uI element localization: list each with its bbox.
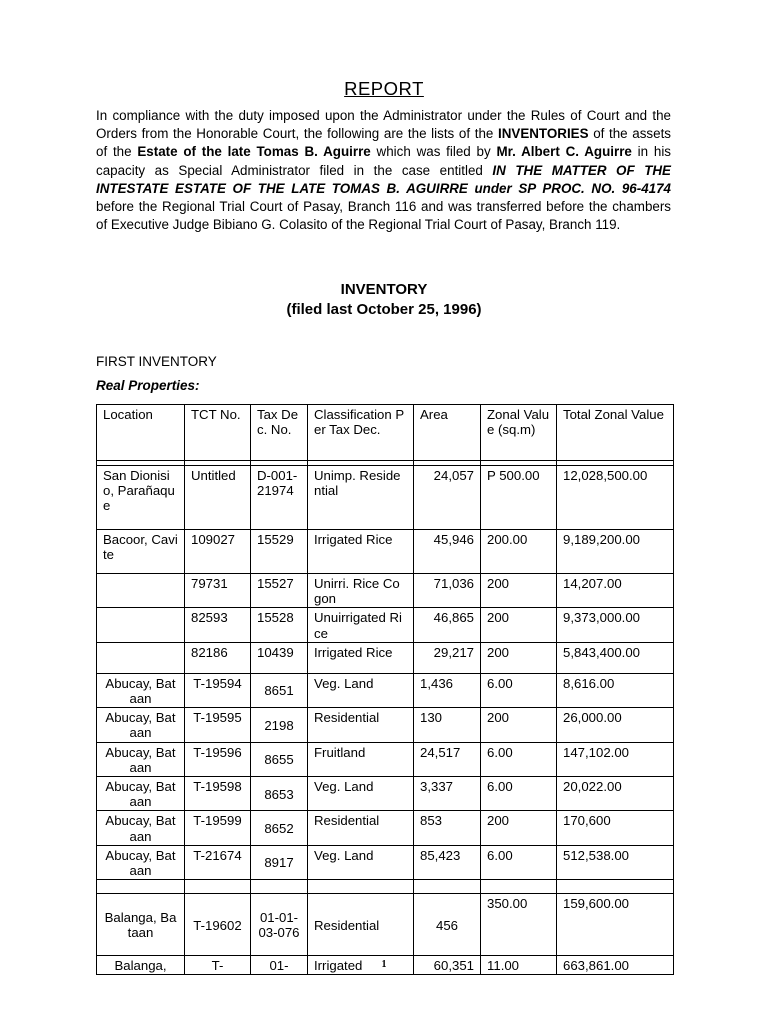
- cell-taxdec: 15528: [251, 608, 308, 642]
- cell-zonal: 200: [481, 811, 557, 845]
- cell-location: [97, 574, 185, 608]
- table-header-row: [97, 405, 674, 461]
- table-row: [97, 845, 674, 879]
- cell-zonal: 6.00: [481, 777, 557, 811]
- report-title: REPORT: [344, 78, 424, 99]
- header-cell: Tax Dec. No.: [251, 405, 308, 461]
- cell-location: Abucay, Bataan: [97, 742, 185, 776]
- intro-text-5: before the Regional Trial Court of Pasay, Branch 116 and was transferred before the chambers of Executive Judge Bibiano G. Colasito of the Regional Trial Court of Pasay, Branch 119.: [96, 199, 671, 233]
- cell-total: 147,102.00: [557, 742, 674, 776]
- header-cell: Classification Per Tax Dec.: [308, 405, 414, 461]
- intro-text-4: in his capacity as Special Administrator filed in the case entitled: [96, 144, 672, 178]
- cell-location: Abucay, Bataan: [97, 845, 185, 879]
- cell-location: Bacoor, Cavite: [97, 530, 185, 574]
- cell-area: 853: [414, 811, 481, 845]
- cell-total: 170,600: [557, 811, 674, 845]
- cell-tct: T-21674: [185, 845, 251, 879]
- cell-area: 456: [414, 894, 481, 956]
- cell-location: [97, 608, 185, 642]
- cell-zonal: 350.00: [481, 894, 557, 956]
- cell-zonal: 11.00: [481, 956, 557, 975]
- table-row: [97, 742, 674, 776]
- cell-classification: Irrigated Rice: [308, 530, 414, 574]
- header-cell: Total Zonal Value: [557, 405, 674, 461]
- cell-area: 1,436: [414, 673, 481, 707]
- cell-taxdec: 15529: [251, 530, 308, 574]
- cell-area: 3,337: [414, 777, 481, 811]
- intro-case-title: IN THE MATTER OF THE INTESTATE ESTATE OF THE LATE TOMAS B. AGUIRRE under SP PROC. NO. 96-4174: [96, 162, 671, 196]
- cell-location: Balanga, Bataan: [97, 894, 185, 956]
- table-row: [97, 811, 674, 845]
- cell-taxdec: 8917: [251, 845, 308, 879]
- inventory-heading: INVENTORY: [340, 281, 428, 298]
- cell-classification: Residential: [308, 708, 414, 742]
- header-cell: TCT No.: [185, 405, 251, 461]
- cell-area: 45,946: [414, 530, 481, 574]
- intro-bold-estate: Estate of the late Tomas B. Aguirre: [137, 144, 371, 160]
- cell-taxdec: 8653: [251, 777, 308, 811]
- cell-total: 20,022.00: [557, 777, 674, 811]
- cell-zonal: 6.00: [481, 742, 557, 776]
- cell-tct: T-19595: [185, 708, 251, 742]
- cell-classification: Unirri. Rice Cogon: [308, 574, 414, 608]
- cell-zonal: 6.00: [481, 845, 557, 879]
- cell-taxdec: 8655: [251, 742, 308, 776]
- header-cell: Zonal Value (sq.m): [481, 405, 557, 461]
- table-row: [97, 673, 674, 707]
- cell-zonal: 200: [481, 608, 557, 642]
- inventory-table: [96, 404, 674, 975]
- cell-area: 130: [414, 708, 481, 742]
- cell-area: 24,057: [414, 466, 481, 530]
- cell-total: 512,538.00: [557, 845, 674, 879]
- first-inventory-label: FIRST INVENTORY: [96, 354, 217, 369]
- cell-taxdec: 8651: [251, 673, 308, 707]
- table-row: [97, 642, 674, 673]
- cell-taxdec: D-001-21974: [251, 466, 308, 530]
- cell-taxdec: 8652: [251, 811, 308, 845]
- cell-area: 46,865: [414, 608, 481, 642]
- cell-classification: Veg. Land: [308, 777, 414, 811]
- cell-classification: Irrigated Rice: [308, 642, 414, 673]
- cell-zonal: 200: [481, 642, 557, 673]
- intro-text-3: which was filed by: [370, 144, 497, 160]
- intro-bold-administrator: Mr. Albert C. Aguirre: [496, 144, 632, 160]
- table-row: [97, 608, 674, 642]
- cell-location: San Dionisio, Parañaque: [97, 466, 185, 530]
- header-cell: Area: [414, 405, 481, 461]
- cell-classification: Irrigated: [308, 956, 414, 975]
- page-number: 1: [381, 959, 387, 970]
- cell-taxdec: 2198: [251, 708, 308, 742]
- cell-total: 9,373,000.00: [557, 608, 674, 642]
- cell-area: 71,036: [414, 574, 481, 608]
- cell-total: 5,843,400.00: [557, 642, 674, 673]
- cell-zonal: 200: [481, 708, 557, 742]
- cell-classification: Veg. Land: [308, 845, 414, 879]
- cell-tct: T-: [185, 956, 251, 975]
- header-cell: Location: [97, 405, 185, 461]
- cell-tct: T-19594: [185, 673, 251, 707]
- cell-tct: T-19599: [185, 811, 251, 845]
- cell-zonal: 200: [481, 574, 557, 608]
- cell-location: Balanga,: [97, 956, 185, 975]
- cell-tct: 82186: [185, 642, 251, 673]
- cell-classification: Residential: [308, 811, 414, 845]
- cell-zonal: 6.00: [481, 673, 557, 707]
- cell-classification: Fruitland: [308, 742, 414, 776]
- cell-tct: 82593: [185, 608, 251, 642]
- table-row-empty: [97, 880, 674, 894]
- cell-location: [97, 642, 185, 673]
- intro-paragraph: [96, 107, 671, 234]
- cell-total: 12,028,500.00: [557, 466, 674, 530]
- cell-location: Abucay, Bataan: [97, 777, 185, 811]
- cell-area: 24,517: [414, 742, 481, 776]
- cell-location: Abucay, Bataan: [97, 708, 185, 742]
- cell-taxdec: 01-01-03-076: [251, 894, 308, 956]
- cell-total: 9,189,200.00: [557, 530, 674, 574]
- cell-taxdec: 10439: [251, 642, 308, 673]
- cell-location: Abucay, Bataan: [97, 673, 185, 707]
- cell-total: 26,000.00: [557, 708, 674, 742]
- intro-text-2: of the assets of the: [96, 126, 671, 160]
- table-row: [97, 530, 674, 574]
- cell-tct: Untitled: [185, 466, 251, 530]
- intro-bold-inventories: INVENTORIES: [498, 126, 589, 142]
- cell-classification: Unimp. Residential: [308, 466, 414, 530]
- cell-tct: T-19596: [185, 742, 251, 776]
- cell-total: 14,207.00: [557, 574, 674, 608]
- table-row: [97, 574, 674, 608]
- cell-total: 663,861.00: [557, 956, 674, 975]
- cell-zonal: 200.00: [481, 530, 557, 574]
- cell-area: 85,423: [414, 845, 481, 879]
- intro-text-1: In compliance with the duty imposed upon the Administrator under the Rules of Court and the Orders from the Honorable Court, the following are the lists of the: [96, 108, 671, 142]
- cell-classification: Veg. Land: [308, 673, 414, 707]
- cell-total: 159,600.00: [557, 894, 674, 956]
- table-row: [97, 708, 674, 742]
- cell-location: Abucay, Bataan: [97, 811, 185, 845]
- real-properties-label: Real Properties:: [96, 378, 200, 393]
- cell-taxdec: 01-: [251, 956, 308, 975]
- cell-tct: 79731: [185, 574, 251, 608]
- cell-total: 8,616.00: [557, 673, 674, 707]
- table-row: [97, 894, 674, 956]
- cell-tct: 109027: [185, 530, 251, 574]
- table-row: [97, 777, 674, 811]
- cell-tct: T-19602: [185, 894, 251, 956]
- filed-date-heading: (filed last October 25, 1996): [286, 301, 482, 318]
- cell-tct: T-19598: [185, 777, 251, 811]
- cell-area: 29,217: [414, 642, 481, 673]
- cell-zonal: P 500.00: [481, 466, 557, 530]
- cell-classification: Unuirrigated Rice: [308, 608, 414, 642]
- cell-classification: Residential: [308, 894, 414, 956]
- cell-taxdec: 15527: [251, 574, 308, 608]
- table-row: [97, 466, 674, 530]
- cell-area: 60,351: [414, 956, 481, 975]
